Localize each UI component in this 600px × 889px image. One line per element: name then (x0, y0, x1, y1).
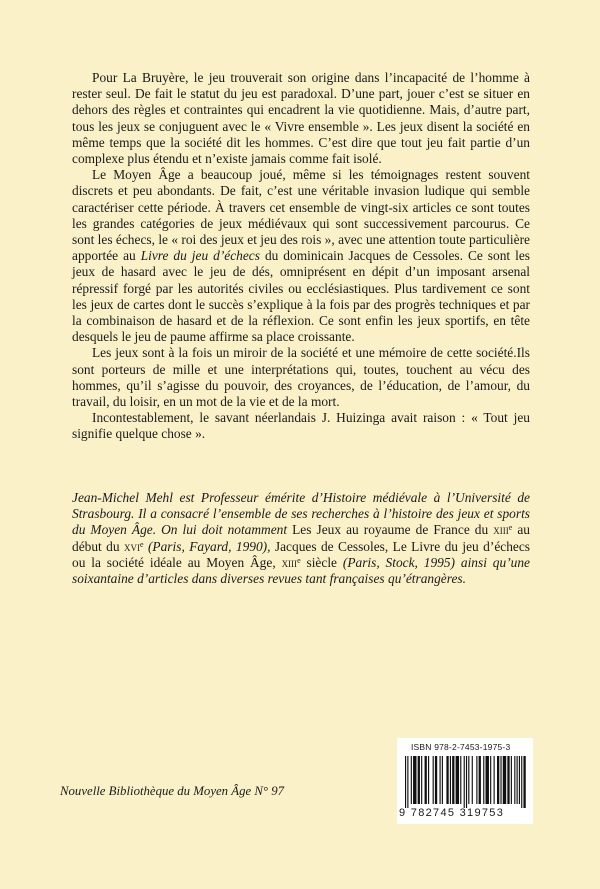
isbn-label: ISBN 978-2-7453-1975-3 (411, 742, 511, 752)
barcode (397, 738, 533, 824)
barcode-bar (503, 756, 506, 804)
barcode-bar (521, 756, 522, 808)
book-title: Livre du jeu d’échecs (140, 248, 260, 264)
paragraph-2-start: Le Moyen Âge a beaucoup joué, même si les témoignages restent souvent discrets et peu abondants. De fait, c’est une véritable invasion ludique qui semble caractériser cette période. À travers cet ensemble de vingt-six articles ce sont toutes les grandes catégories de jeux médiévaux qui sont successivement parcourus. Ce sont les échecs, le « roi des jeux et jeu des rois », avec une attention toute particulière apportée au (72, 167, 530, 264)
barcode-bar (500, 756, 501, 804)
barcode-bar (452, 756, 454, 804)
barcode-bar (418, 756, 420, 804)
paragraph-3: Les jeux sont à la fois un miroir de la société et une mémoire de cette société.Ils sont porteurs de mille et une interprétations qui, toutes, touchent au vécu des hommes, qu’il s’agisse du pouvoir, des croyances, de l’éducation, de l’amour, du travail, du loisir, en un mot de la vie et de la mort. (72, 345, 530, 410)
barcode-bar (464, 756, 465, 808)
barcode-bar (435, 756, 437, 804)
barcode-bar (433, 756, 434, 804)
barcode-bar (507, 756, 509, 804)
century-13b: xiii (281, 554, 298, 570)
barcode-bar (519, 756, 520, 804)
bio-intro: Jean-Michel Mehl est Professeur émérite d’Histoire médiévale à l’Université de Strasbourg. Il a consacré l’ensemble de ses recherches à l’histoire des jeux et sports du Moyen Âge. On lui doit notamment (72, 490, 530, 538)
barcode-bar (479, 756, 481, 804)
barcode-bar (442, 756, 443, 804)
barcode-digits: 9 782745 319753 (399, 807, 505, 819)
century-13: xiii (493, 522, 509, 538)
bio-pub-2: (Paris, Stock, 1995) ainsi qu’une soixantaine d’articles dans diverses revues tant françaises qu’étrangères. (72, 554, 530, 587)
century-13-sup: e (508, 523, 513, 533)
barcode-bar (440, 756, 441, 804)
barcode-bar (460, 756, 461, 804)
barcode-bar (472, 756, 473, 804)
paragraph-2 (72, 167, 530, 345)
century-13b-sup: e (297, 555, 301, 565)
series-name: Nouvelle Bibliothèque du Moyen Âge N° 97 (60, 784, 285, 798)
barcode-bar (486, 756, 489, 804)
barcode-bar (405, 756, 406, 808)
barcode-bars (403, 756, 527, 808)
barcode-bar (483, 756, 484, 804)
barcode-bar (476, 756, 477, 804)
barcode-bar (446, 756, 448, 804)
paragraph-2-end: du dominicain Jacques de Cessoles. Ce sont les jeux de hasard avec le jeu de dés, omniprésent en dépit d’un imposant arsenal répressif forgé par les autorités civiles ou ecclésiastiques. Plus tardivement ce sont les jeux de cartes dont le succès s’explique à la fois par des progrès techniques et par la combinaison de hasard et de la réflexion. Ce sont enfin les jeux sportifs, en tête desquels le jeu de paume affirme sa place croissante. (72, 248, 530, 345)
bio-book-2: Jacques de Cessoles, Le Livre du jeu d’échecs ou la société idéale au Moyen Âge, (72, 538, 531, 570)
bio-pub-1: (Paris, Fayard, 1990), (143, 538, 271, 554)
bio-book-1: Les Jeux au royaume de France du (287, 522, 494, 538)
barcode-bar (517, 756, 518, 804)
author-bio (72, 490, 530, 587)
barcode-bar (411, 756, 412, 804)
paragraph-1: Pour La Bruyère, le jeu trouverait son origine dans l’incapacité de l’homme à rester seul. De fait le statut du jeu est paradoxal. D’une part, jouer c’est se situer en dehors des règles et contraintes qui encadrent la vie quotidienne. Mais, d’autre part, tous les jeux se conjuguent avec le « Vivre ensemble ». Les jeux disent la société en même temps que la société dit les hommes. C’est dire que tout jeu fait partie d’un complexe plus étendu et n’existe jamais comme fait isolé. (72, 70, 530, 167)
barcode-bar (466, 756, 467, 808)
barcode-bar (425, 756, 427, 804)
barcode-bar (428, 756, 429, 804)
century-16-sup: e (139, 539, 144, 549)
barcode-bar (511, 756, 512, 804)
blurb-text (72, 70, 530, 443)
bio-book-1b: au début du (72, 522, 530, 554)
barcode-bar (494, 756, 495, 804)
barcode-bar (490, 756, 491, 804)
bio-book-2b: siècle (300, 554, 337, 570)
paragraph-4: Incontestablement, le savant néerlandais J. Huizinga avait raison : « Tout jeu signifie quelque chose ». (72, 410, 530, 442)
barcode-bar (407, 756, 408, 808)
barcode-bar (456, 756, 459, 804)
barcode-bar (421, 756, 422, 804)
barcode-bar (450, 756, 451, 804)
barcode-bar (497, 756, 499, 804)
barcode-bar (523, 756, 525, 808)
century-16: xvi (123, 538, 140, 554)
barcode-bar (468, 756, 469, 804)
barcode-bar (514, 756, 515, 804)
barcode-bar (413, 756, 416, 804)
